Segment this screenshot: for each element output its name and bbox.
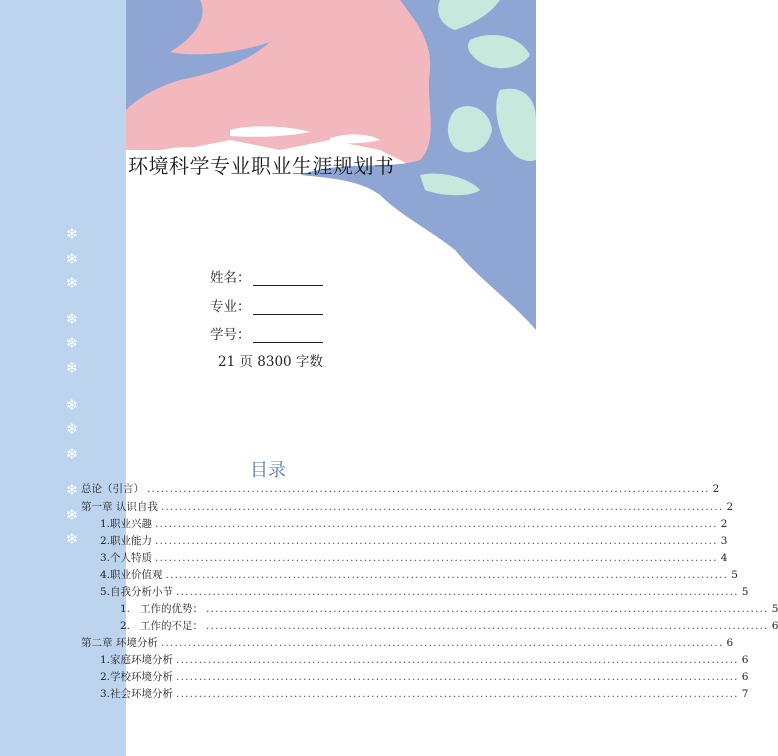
name-field	[210, 266, 323, 286]
toc-leader: ............................................................................................................................	[176, 671, 739, 683]
toc-entry[interactable]	[100, 550, 728, 566]
snowflake-icon: ❄	[65, 506, 79, 524]
toc-entry-page: 2	[726, 501, 734, 513]
snowflake-icon: ❄	[65, 530, 79, 548]
major-label: 专业：	[210, 299, 251, 315]
toc-entry-label: 2.职业能力	[100, 535, 153, 547]
toc-entry-page: 6	[741, 654, 749, 666]
toc-leader: ............................................................................................................................	[155, 518, 718, 530]
toc-entry[interactable]	[100, 516, 728, 532]
major-blank-line[interactable]	[253, 300, 323, 315]
document-title: 环境科学专业职业生涯规划书	[128, 154, 395, 178]
toc-entry-label: 第二章 环境分析	[81, 637, 158, 649]
student-id-field	[210, 323, 323, 343]
name-label: 姓名：	[210, 270, 251, 286]
toc-entry[interactable]	[81, 635, 734, 651]
toc-entry-label: 1. 工作的优势：	[120, 603, 204, 615]
student-id-label: 学号：	[210, 327, 251, 343]
toc-leader: ............................................................................................................................	[176, 688, 739, 700]
toc-entry[interactable]	[120, 618, 778, 634]
toc-leader: ............................................................................................................................	[155, 535, 718, 547]
page-word-count: 21 页 8300 字数	[218, 354, 323, 370]
toc-leader: ............................................................................................................................	[176, 654, 739, 666]
toc-entry-page: 2	[720, 518, 728, 530]
toc-entry-page: 5	[771, 603, 778, 615]
toc-entry-page: 5	[741, 586, 749, 598]
toc-entry-page: 3	[720, 535, 728, 547]
toc-entry-page: 2	[712, 483, 720, 495]
toc-leader: ............................................................................................................................	[206, 603, 769, 615]
toc-entry-label: 2. 工作的不足：	[120, 620, 204, 632]
snowflake-icon: ❄	[65, 225, 79, 243]
toc-leader: ............................................................................................................................	[160, 501, 724, 513]
toc-entry[interactable]	[100, 686, 749, 702]
toc-entry-page: 6	[726, 637, 734, 649]
toc-entry[interactable]	[100, 669, 749, 685]
toc-leader: ............................................................................................................................	[160, 637, 724, 649]
toc-entry[interactable]	[100, 533, 728, 549]
snowflake-icon: ❄	[65, 250, 79, 268]
toc-entry-label: 总论（引言）	[81, 483, 144, 495]
snowflake-icon: ❄	[65, 481, 79, 499]
toc-leader: ............................................................................................................................	[147, 483, 710, 495]
toc-entry-label: 3.个人特质	[100, 552, 153, 564]
snowflake-icon: ❄	[65, 420, 79, 438]
toc-entry-page: 7	[741, 688, 749, 700]
toc-entry-page: 4	[720, 552, 728, 564]
toc-entry[interactable]	[100, 567, 738, 583]
toc-entry-label: 2.学校环境分析	[100, 671, 174, 683]
toc-entry[interactable]	[120, 601, 778, 617]
snowflake-icon: ❄	[65, 310, 79, 328]
snowflake-icon: ❄	[65, 274, 79, 292]
snowflake-icon: ❄	[65, 396, 79, 414]
toc-leader: ............................................................................................................................	[206, 620, 769, 632]
name-blank-line[interactable]	[253, 271, 323, 286]
toc-entry-page: 6	[771, 620, 778, 632]
snowflake-icon: ❄	[65, 359, 79, 377]
toc-entry-page: 5	[731, 569, 738, 581]
toc-entry[interactable]	[81, 499, 734, 515]
toc-entry-page: 6	[741, 671, 749, 683]
toc-entry-label: 3.社会环境分析	[100, 688, 174, 700]
toc-heading: 目录	[250, 460, 286, 481]
toc-leader: ............................................................................................................................	[155, 552, 718, 564]
toc-entry-label: 第一章 认识自我	[81, 501, 158, 513]
toc-entry-label: 1.家庭环境分析	[100, 654, 174, 666]
toc-entry-label: 5.自我分析小节	[100, 586, 174, 598]
student-id-blank-line[interactable]	[253, 328, 323, 343]
toc-entry[interactable]	[100, 652, 749, 668]
snowflake-icon: ❄	[65, 334, 79, 352]
major-field	[210, 295, 323, 315]
toc-entry[interactable]	[100, 584, 749, 600]
toc-entry-label: 1.职业兴趣	[100, 518, 153, 530]
toc-leader: ............................................................................................................................	[165, 569, 729, 581]
snowflake-icon: ❄	[65, 445, 79, 463]
toc-entry-label: 4.职业价值观	[100, 569, 163, 581]
toc-leader: ............................................................................................................................	[176, 586, 739, 598]
toc-entry[interactable]	[81, 481, 720, 497]
